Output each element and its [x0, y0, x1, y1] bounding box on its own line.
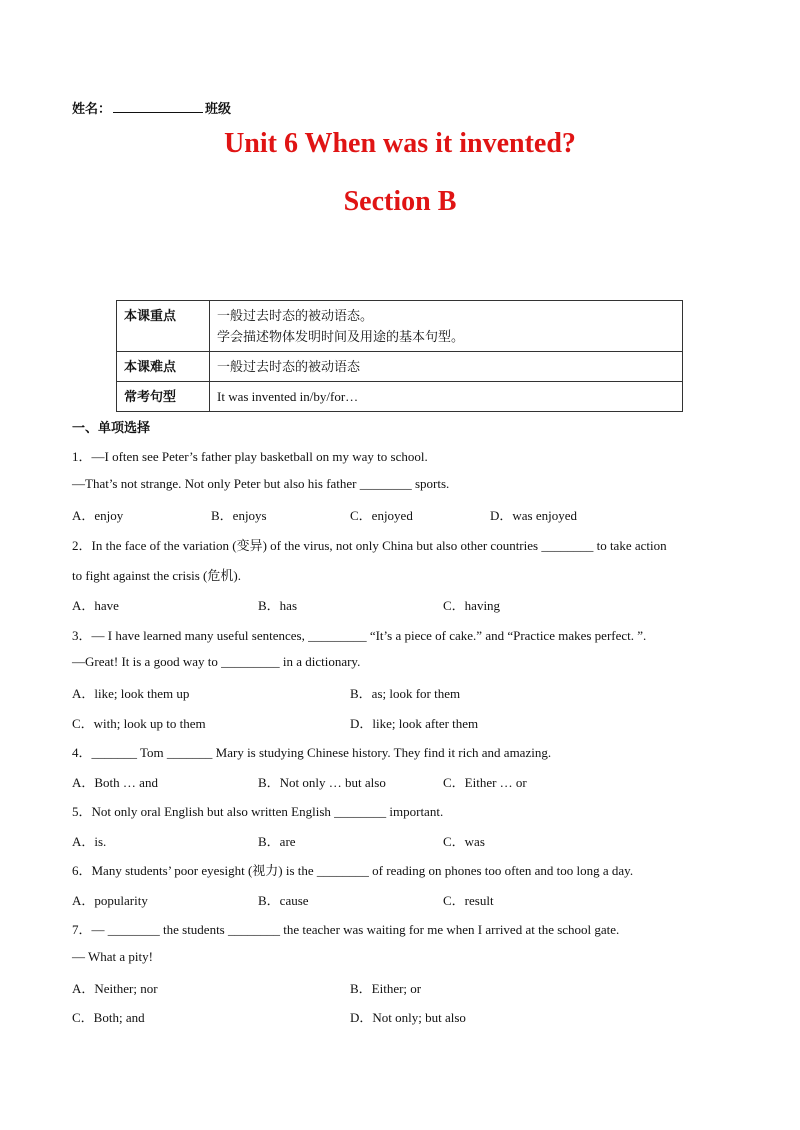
- option-c[interactable]: C．with; look up to them: [72, 716, 206, 731]
- table-row: [117, 382, 683, 412]
- option-b[interactable]: B．enjoys: [211, 508, 267, 523]
- name-label: 姓名：: [72, 101, 112, 116]
- question-text: —Great! It is a good way to _________ in a dictionary.: [72, 654, 361, 669]
- option-b[interactable]: B．cause: [258, 893, 309, 908]
- row-label: 本课难点: [117, 352, 210, 382]
- key-points-table: [116, 300, 683, 412]
- option-b[interactable]: B．Not only … but also: [258, 775, 386, 790]
- question-text: 2．In the face of the variation (变异) of the virus, not only China but also other countries ________ to take action: [72, 538, 667, 553]
- row-content-line: 学会描述物体发明时间及用途的基本句型。: [217, 329, 465, 344]
- name-class-line: [72, 98, 231, 117]
- option-a[interactable]: A．popularity: [72, 893, 148, 908]
- question-text: 7．— ________ the students ________ the teacher was waiting for me when I arrived at the school gate.: [72, 922, 620, 937]
- option-b[interactable]: B．as; look for them: [350, 686, 461, 701]
- table-row: [117, 301, 683, 352]
- row-content: [210, 352, 683, 382]
- page-title: Unit 6 When was it invented?: [224, 128, 576, 159]
- row-content: [210, 301, 683, 352]
- option-c[interactable]: C．having: [443, 598, 501, 613]
- option-b[interactable]: B．has: [258, 598, 298, 613]
- option-d[interactable]: D．like; look after them: [350, 716, 479, 731]
- option-b[interactable]: B．are: [258, 834, 296, 849]
- option-c[interactable]: C．Both; and: [72, 1010, 145, 1025]
- question-text: 5．Not only oral English but also written English ________ important.: [72, 804, 444, 819]
- option-b[interactable]: B．Either; or: [350, 981, 422, 996]
- question-text: 4．_______ Tom _______ Mary is studying Chinese history. They find it rich and amazing.: [72, 745, 552, 760]
- option-a[interactable]: A．Neither; nor: [72, 981, 158, 996]
- question-text: 3．— I have learned many useful sentences, _________ “It’s a piece of cake.” and “Practice makes perfect. ”.: [72, 628, 647, 643]
- option-c[interactable]: C．Either … or: [443, 775, 527, 790]
- question-text: 6．Many students’ poor eyesight (视力) is the ________ of reading on phones too often and too long a day.: [72, 863, 634, 878]
- class-label: 班级: [205, 101, 232, 116]
- option-c[interactable]: C．enjoyed: [350, 508, 413, 523]
- option-c[interactable]: C．was: [443, 834, 485, 849]
- row-content-line: 一般过去时态的被动语态。: [217, 308, 374, 323]
- question-text: 1．—I often see Peter’s father play basketball on my way to school.: [72, 449, 428, 464]
- question-text: —That’s not strange. Not only Peter but also his father ________ sports.: [72, 476, 450, 491]
- option-a[interactable]: A．is.: [72, 834, 107, 849]
- question-text: — What a pity!: [72, 949, 153, 964]
- row-content-line: 一般过去时态的被动语态: [217, 359, 361, 374]
- option-d[interactable]: D．Not only; but also: [350, 1010, 466, 1025]
- option-c[interactable]: C．result: [443, 893, 494, 908]
- section-heading: 一、单项选择: [72, 420, 151, 435]
- name-blank[interactable]: [113, 100, 203, 113]
- page-subtitle: Section B: [343, 186, 457, 217]
- option-d[interactable]: D．was enjoyed: [490, 508, 578, 523]
- row-label: 本课重点: [117, 301, 210, 352]
- option-a[interactable]: A．Both … and: [72, 775, 158, 790]
- row-content-line: It was invented in/by/for…: [217, 389, 359, 404]
- table-row: [117, 352, 683, 382]
- option-a[interactable]: A．like; look them up: [72, 686, 190, 701]
- option-a[interactable]: A．enjoy: [72, 508, 124, 523]
- question-text: to fight against the crisis (危机).: [72, 568, 241, 583]
- option-a[interactable]: A．have: [72, 598, 119, 613]
- row-content: [210, 382, 683, 412]
- row-label: 常考句型: [117, 382, 210, 412]
